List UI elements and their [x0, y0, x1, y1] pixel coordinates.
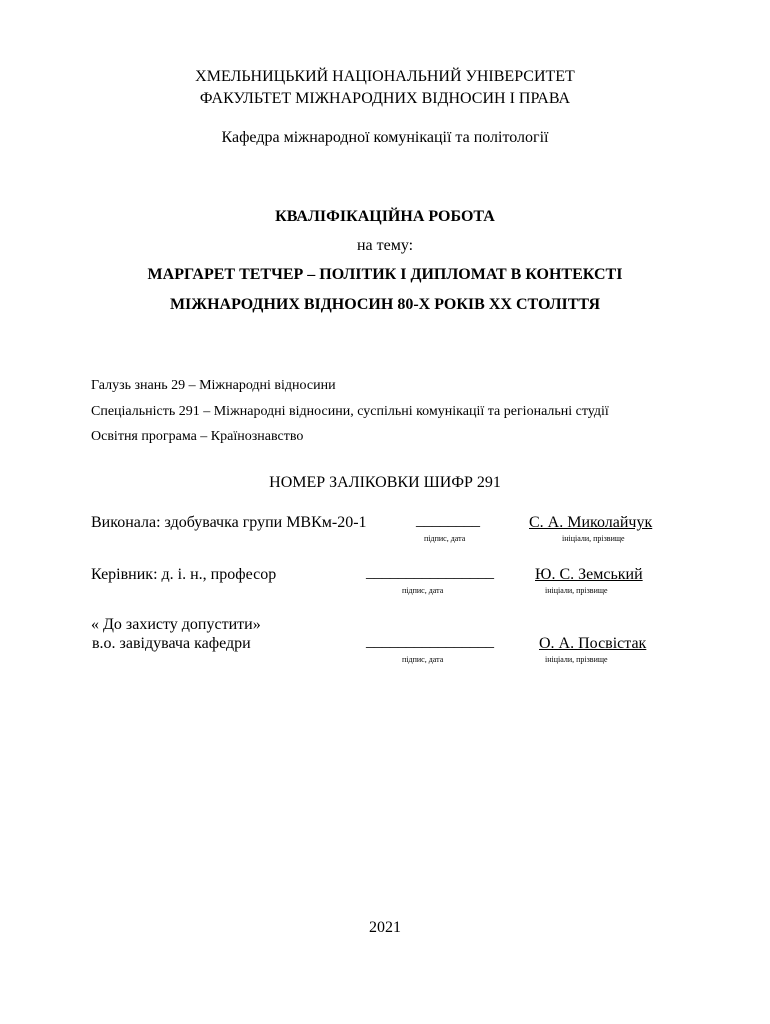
specialty: Спеціальність 291 – Міжнародні відносини, суспільні комунікації та регіональні студії — [91, 404, 609, 419]
work-type: КВАЛІФІКАЦІЙНА РОБОТА — [275, 208, 495, 225]
department-name: Кафедра міжнародної комунікації та політології — [221, 129, 549, 146]
head-name-caption: ініціали, прізвище — [545, 655, 608, 664]
supervisor-label: Керівник: д. і. н., професор — [91, 566, 277, 583]
educational-program: Освітня програма – Країнознавство — [91, 429, 304, 444]
head-name: О. А. Посвістак — [539, 635, 647, 652]
university-name: ХМЕЛЬНИЦЬКИЙ НАЦІОНАЛЬНИЙ УНІВЕРСИТЕТ — [195, 68, 575, 85]
on-topic-label: на тему: — [356, 237, 414, 254]
author-signature-line: ________ — [416, 512, 480, 529]
supervisor-signature-line: ________________ — [366, 564, 494, 581]
author-signature-caption: підпис, дата — [424, 534, 466, 543]
admit-label-line-1: « До захисту допустити» — [91, 616, 261, 633]
head-signature-caption: підпис, дата — [402, 655, 444, 664]
work-title-line-1: МАРГАРЕТ ТЕТЧЕР – ПОЛІТИК І ДИПЛОМАТ В КОНТЕКСТІ — [147, 266, 623, 283]
supervisor-name: Ю. С. Земський — [535, 566, 643, 583]
supervisor-name-caption: ініціали, прізвище — [545, 586, 608, 595]
author-name: С. А. Миколайчук — [529, 514, 653, 531]
author-label: Виконала: здобувачка групи МВКм-20-1 — [91, 514, 367, 531]
work-title-line-2: МІЖНАРОДНИХ ВІДНОСИН 80-Х РОКІВ ХХ СТОЛІТТЯ — [169, 296, 601, 313]
supervisor-signature-caption: підпис, дата — [402, 586, 444, 595]
admit-label-line-2: в.о. завідувача кафедри — [92, 635, 251, 652]
record-number: НОМЕР ЗАЛІКОВКИ ШИФР 291 — [269, 474, 501, 491]
year: 2021 — [369, 919, 401, 936]
field-of-knowledge: Галузь знань 29 – Міжнародні відносини — [91, 378, 336, 393]
faculty-name: ФАКУЛЬТЕТ МІЖНАРОДНИХ ВІДНОСИН І ПРАВА — [199, 90, 571, 107]
author-name-caption: ініціали, прізвище — [562, 534, 625, 543]
head-signature-line: ________________ — [366, 633, 494, 650]
